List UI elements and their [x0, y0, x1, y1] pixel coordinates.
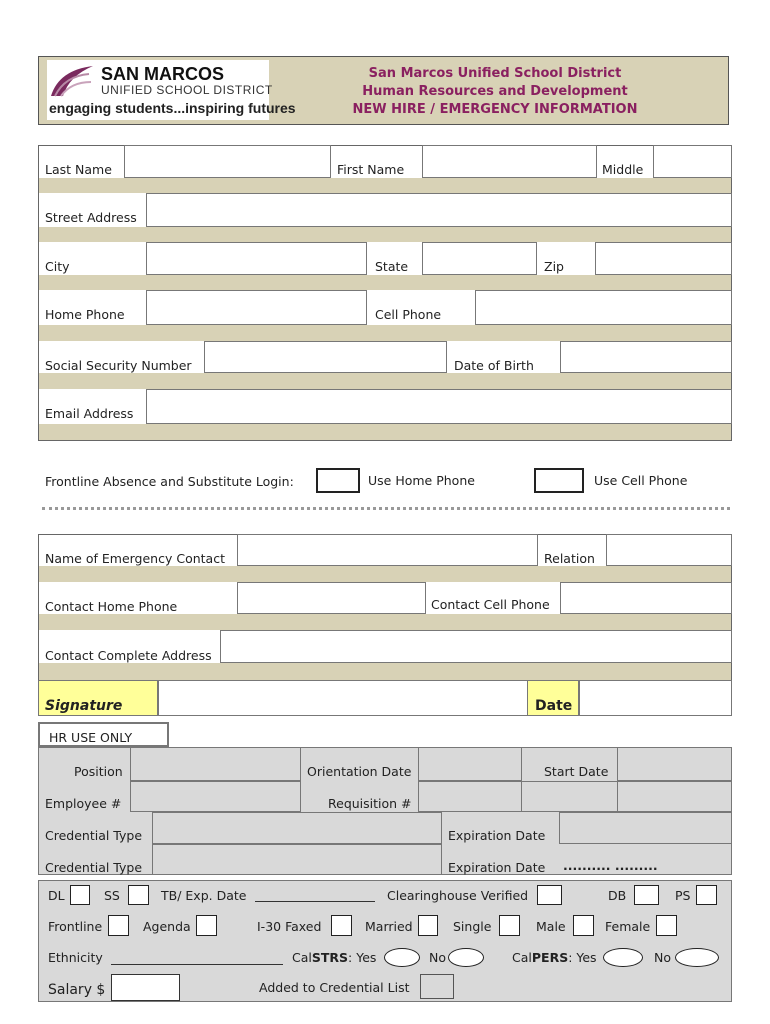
signature-field[interactable]	[158, 680, 528, 716]
cell-phone-field[interactable]	[475, 290, 732, 325]
tb-exp-date-field[interactable]	[255, 886, 375, 902]
agenda-label: Agenda	[143, 919, 191, 934]
calpers-no-label: No	[654, 950, 671, 965]
female-label: Female	[605, 919, 651, 934]
contact-cell-phone-field[interactable]	[560, 582, 732, 614]
position-field[interactable]	[130, 747, 301, 781]
ethnicity-label: Ethnicity	[48, 950, 103, 965]
calpers-yes-label: : Yes	[568, 950, 597, 965]
logo-tagline: engaging students...inspiring futures	[49, 100, 296, 116]
separator-band	[38, 227, 732, 242]
orientation-date-field[interactable]	[418, 747, 522, 781]
calstrs-prefix: Cal	[292, 950, 312, 965]
contact-address-label: Contact Complete Address	[45, 648, 212, 663]
header-district: San Marcos Unified School District	[368, 66, 622, 81]
agenda-checkbox[interactable]	[196, 915, 217, 936]
i30-faxed-checkbox[interactable]	[331, 915, 352, 936]
ethnicity-field[interactable]	[111, 948, 283, 965]
signature-label: Signature	[45, 698, 123, 714]
male-checkbox[interactable]	[573, 915, 594, 936]
separator-band	[38, 566, 732, 582]
logo-subtitle: UNIFIED SCHOOL DISTRICT	[101, 83, 273, 97]
separator-band	[38, 325, 732, 341]
separator-band	[38, 275, 732, 290]
credential-list-label: Added to Credential List	[259, 980, 410, 995]
calpers-prefix: Cal	[512, 950, 532, 965]
district-logo	[47, 60, 296, 120]
orientation-date-label: Orientation Date	[307, 764, 412, 779]
city-label: City	[45, 259, 70, 274]
last-name-field[interactable]	[124, 145, 331, 178]
start-date-label: Start Date	[544, 764, 609, 779]
calpers-yes-radio[interactable]	[603, 948, 643, 967]
relation-field[interactable]	[606, 534, 732, 566]
hr-blank-field[interactable]	[617, 781, 732, 812]
single-checkbox[interactable]	[499, 915, 520, 936]
use-cell-phone-label: Use Cell Phone	[594, 473, 688, 488]
zip-field[interactable]	[595, 242, 732, 275]
date-label-cell	[527, 680, 579, 716]
frontline-login-label: Frontline Absence and Substitute Login:	[45, 474, 294, 489]
header-department: Human Resources and Development	[362, 84, 628, 99]
section-divider	[42, 507, 730, 510]
state-label: State	[375, 259, 409, 274]
relation-label: Relation	[544, 551, 595, 566]
employee-number-label: Employee #	[45, 796, 122, 811]
home-phone-label: Home Phone	[45, 307, 125, 322]
credential-type-field[interactable]	[152, 844, 442, 875]
hr-blank-field[interactable]	[521, 781, 618, 812]
separator-band	[38, 424, 732, 441]
requisition-number-label: Requisition #	[328, 796, 412, 811]
last-name-label: Last Name	[45, 162, 112, 177]
tb-exp-date-label: TB/ Exp. Date	[161, 888, 247, 903]
clearinghouse-checkbox[interactable]	[537, 885, 562, 905]
employee-number-field[interactable]	[130, 781, 301, 812]
first-name-field[interactable]	[422, 145, 597, 178]
salary-label: Salary $	[48, 982, 106, 998]
contact-cell-phone-label: Contact Cell Phone	[431, 597, 550, 612]
email-label: Email Address	[45, 406, 134, 421]
db-label: DB	[608, 888, 627, 903]
calpers-strong: PERS	[531, 950, 569, 965]
credential-type-field[interactable]	[152, 812, 442, 844]
contact-home-phone-field[interactable]	[237, 582, 426, 614]
date-label: Date	[535, 698, 573, 714]
street-address-label: Street Address	[45, 210, 137, 225]
ss-label: SS	[104, 888, 120, 903]
dob-label: Date of Birth	[454, 358, 534, 373]
expiration-date-label: Expiration Date	[448, 828, 546, 843]
ps-checkbox[interactable]	[696, 885, 717, 905]
use-cell-phone-checkbox[interactable]	[534, 468, 584, 493]
i30-faxed-label: I-30 Faxed	[257, 919, 322, 934]
emergency-name-field[interactable]	[237, 534, 538, 566]
signature-label-cell	[38, 680, 158, 716]
calstrs-strong: STRS	[311, 950, 349, 965]
zip-label: Zip	[544, 259, 564, 274]
frontline-label: Frontline	[48, 919, 103, 934]
married-checkbox[interactable]	[418, 915, 438, 936]
use-home-phone-checkbox[interactable]	[316, 468, 360, 493]
contact-home-phone-label: Contact Home Phone	[45, 599, 178, 614]
separator-band	[38, 663, 732, 680]
middle-name-field[interactable]	[653, 145, 732, 178]
credential-type-label: Credential Type	[45, 828, 143, 843]
dl-label: DL	[48, 888, 65, 903]
logo-swoosh-icon	[49, 62, 95, 98]
use-home-phone-label: Use Home Phone	[368, 473, 475, 488]
expiration-date-field[interactable]	[559, 812, 732, 844]
calstrs-yes-label: : Yes	[348, 950, 377, 965]
separator-band	[38, 178, 732, 193]
expiration-dots: .......... .........	[563, 858, 658, 873]
ss-checkbox[interactable]	[128, 885, 149, 905]
ssn-field[interactable]	[204, 341, 447, 373]
credential-type-label: Credential Type	[45, 860, 143, 875]
position-label: Position	[74, 764, 123, 779]
calstrs-no-radio[interactable]	[448, 948, 484, 967]
separator-band	[38, 614, 732, 630]
header-form-title: NEW HIRE / EMERGENCY INFORMATION	[352, 102, 638, 117]
middle-name-label: Middle	[602, 162, 644, 177]
state-field[interactable]	[422, 242, 537, 275]
logo-name: SAN MARCOS	[101, 64, 225, 84]
ssn-label: Social Security Number	[45, 358, 192, 373]
signature-date-field[interactable]	[579, 680, 732, 716]
expiration-date-label: Expiration Date	[448, 860, 546, 875]
dl-checkbox[interactable]	[70, 885, 90, 905]
female-checkbox[interactable]	[656, 915, 677, 936]
separator-band	[38, 373, 732, 389]
street-address-field[interactable]	[146, 193, 732, 227]
frontline-checkbox[interactable]	[108, 915, 129, 936]
city-field[interactable]	[146, 242, 367, 275]
hr-use-only-label: HR USE ONLY	[49, 730, 133, 745]
ps-label: PS	[675, 888, 691, 903]
calstrs-yes-radio[interactable]	[384, 948, 420, 967]
contact-address-field[interactable]	[220, 630, 732, 663]
calstrs-no-label: No	[429, 950, 446, 965]
email-field[interactable]	[146, 389, 732, 424]
credential-list-checkbox[interactable]	[420, 974, 454, 999]
home-phone-field[interactable]	[146, 290, 367, 325]
requisition-number-field[interactable]	[418, 781, 522, 812]
db-checkbox[interactable]	[634, 885, 659, 905]
calstrs-label	[292, 950, 376, 965]
emergency-name-label: Name of Emergency Contact	[45, 551, 225, 566]
first-name-label: First Name	[337, 162, 405, 177]
start-date-field[interactable]	[617, 747, 732, 781]
clearinghouse-label: Clearinghouse Verified	[387, 888, 529, 903]
male-label: Male	[536, 919, 566, 934]
single-label: Single	[453, 919, 492, 934]
cell-phone-label: Cell Phone	[375, 307, 442, 322]
salary-field[interactable]	[111, 974, 180, 1001]
calpers-label	[512, 950, 597, 965]
calpers-no-radio[interactable]	[675, 948, 719, 967]
hr-use-only-tab	[38, 722, 169, 747]
married-label: Married	[365, 919, 413, 934]
dob-field[interactable]	[560, 341, 732, 373]
